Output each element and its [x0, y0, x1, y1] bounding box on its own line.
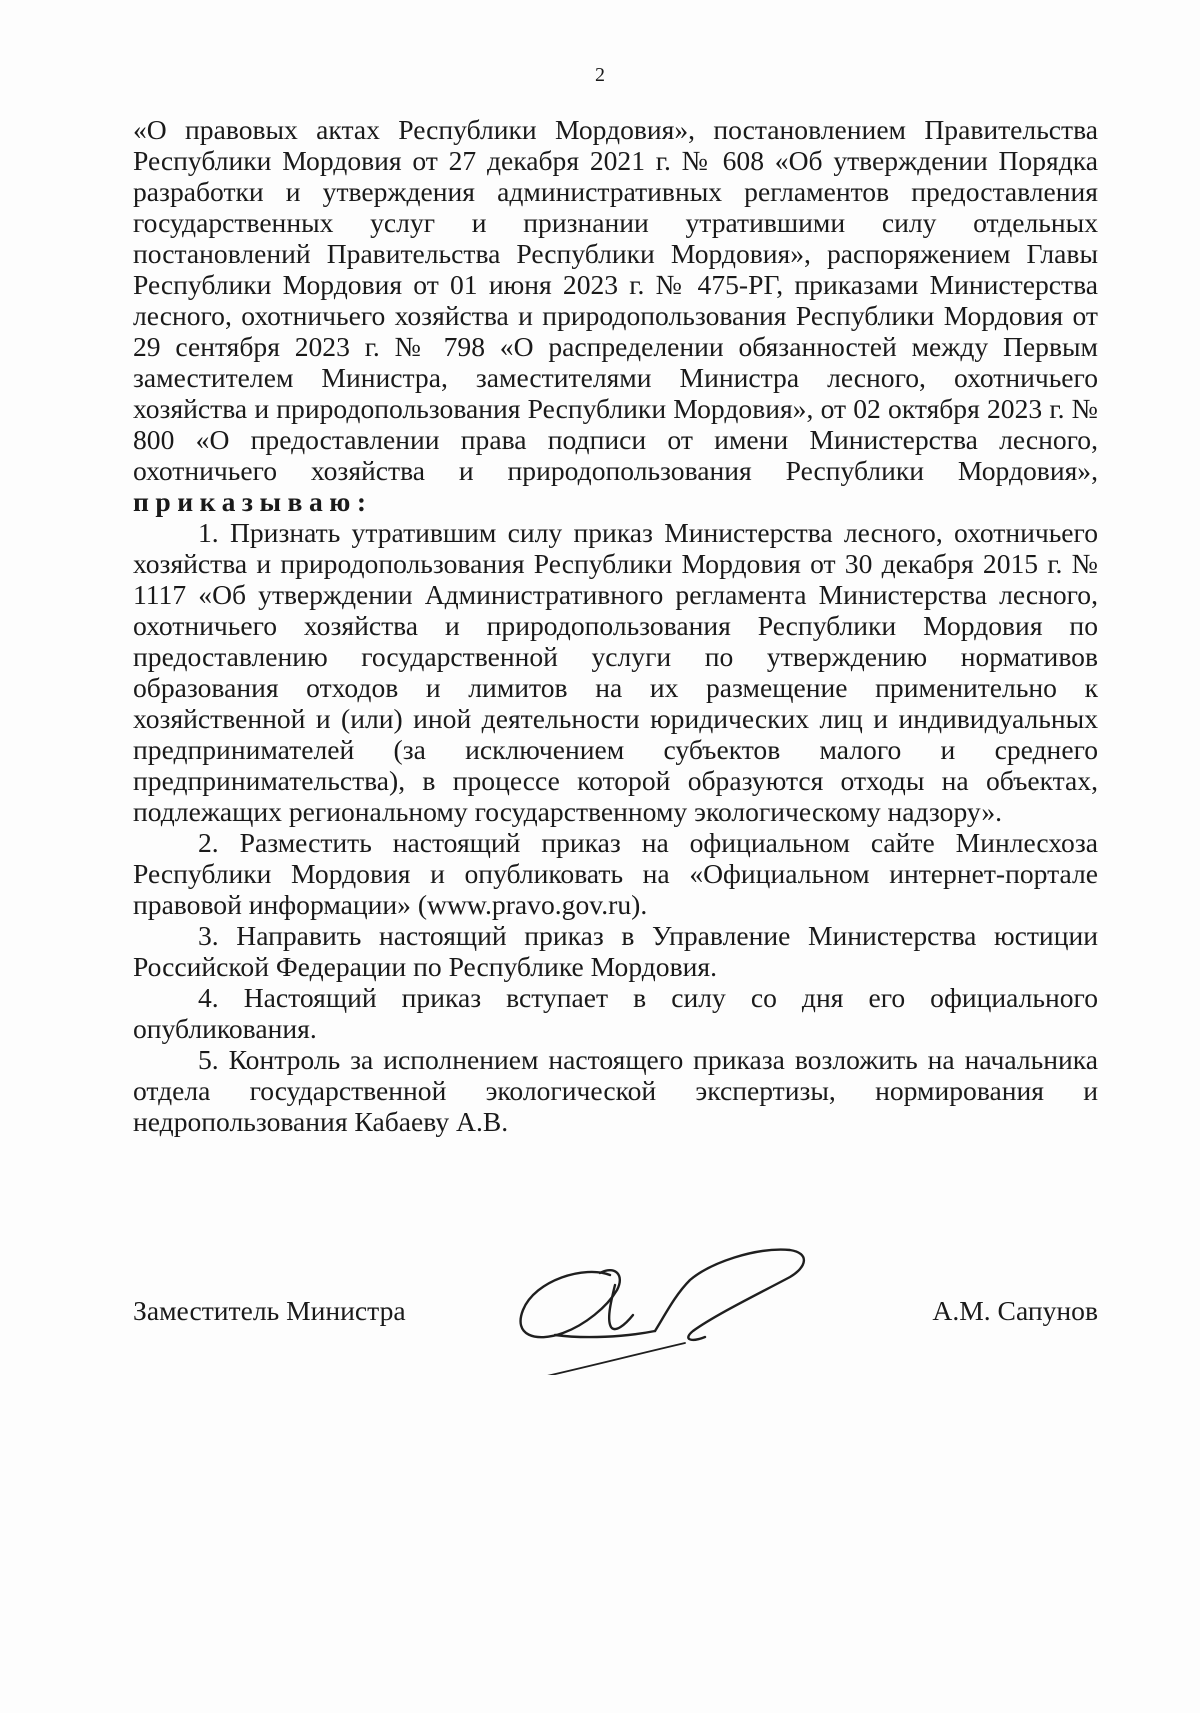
preamble-text: «О правовых актах Республики Мордовия», постановлением Правительства Республики Мордовия от 27 декабря 2021 г. № 608 «Об утверждении Порядка разработки и утверждения административных регламентов предоставления государственных услуг и признании утратившими силу отдельных постановлений Правительства Республики Мордовия», распоряжением Главы Республики Мордовия от 01 июня 2023 г. № 475-РГ, приказами Министерства лесного, охотничьего хозяйства и природопользования Республики Мордовия от 29 сентября 2023 г. № 798 «О распределении обязанностей между Первым заместителем Министра, заместителями Министра лесного, охотничьего хозяйства и природопользования Республики Мордовия», от 02 октября 2023 г. № 800 «О предоставлении права подписи от имени Министерства лесного, охотничьего хозяйства и природопользования Республики Мордовия»,: [133, 114, 1098, 486]
order-word: приказываю:: [133, 486, 373, 517]
signatory-position: Заместитель Министра: [133, 1295, 406, 1326]
order-item-2: 2. Разместить настоящий приказ на официальном сайте Минлесхоза Республики Мордовия и опубликовать на «Официальном интернет-портале правовой информации» (www.pravo.gov.ru).: [133, 827, 1098, 920]
order-item-3: 3. Направить настоящий приказ в Управление Министерства юстиции Российской Федерации по Республике Мордовия.: [133, 920, 1098, 982]
signatory-name: А.М. Сапунов: [932, 1295, 1098, 1326]
order-item-5: 5. Контроль за исполнением настоящего приказа возложить на начальника отдела государственной экологической экспертизы, нормирования и недропользования Кабаеву А.В.: [133, 1044, 1098, 1137]
preamble-paragraph: [133, 114, 1098, 517]
signature-block: [133, 1295, 1098, 1355]
document-body: [133, 114, 1098, 1137]
page-number: 2: [595, 64, 605, 86]
order-item-4: 4. Настоящий приказ вступает в силу со дня его официального опубликования.: [133, 982, 1098, 1044]
order-item-1: 1. Признать утратившим силу приказ Министерства лесного, охотничьего хозяйства и природопользования Республики Мордовия от 30 декабря 2015 г. № 1117 «Об утверждении Административного регламента Министерства лесного, охотничьего хозяйства и природопользования Республики Мордовия по предоставлению государственной услуги по утверждению нормативов образования отходов и лимитов на их размещение применительно к хозяйственной и (или) иной деятельности юридических лиц и индивидуальных предпринимателей (за исключением субъектов малого и среднего предпринимательства), в процессе которой образуются отходы на объектах, подлежащих региональному государственному экологическому надзору».: [133, 517, 1098, 827]
